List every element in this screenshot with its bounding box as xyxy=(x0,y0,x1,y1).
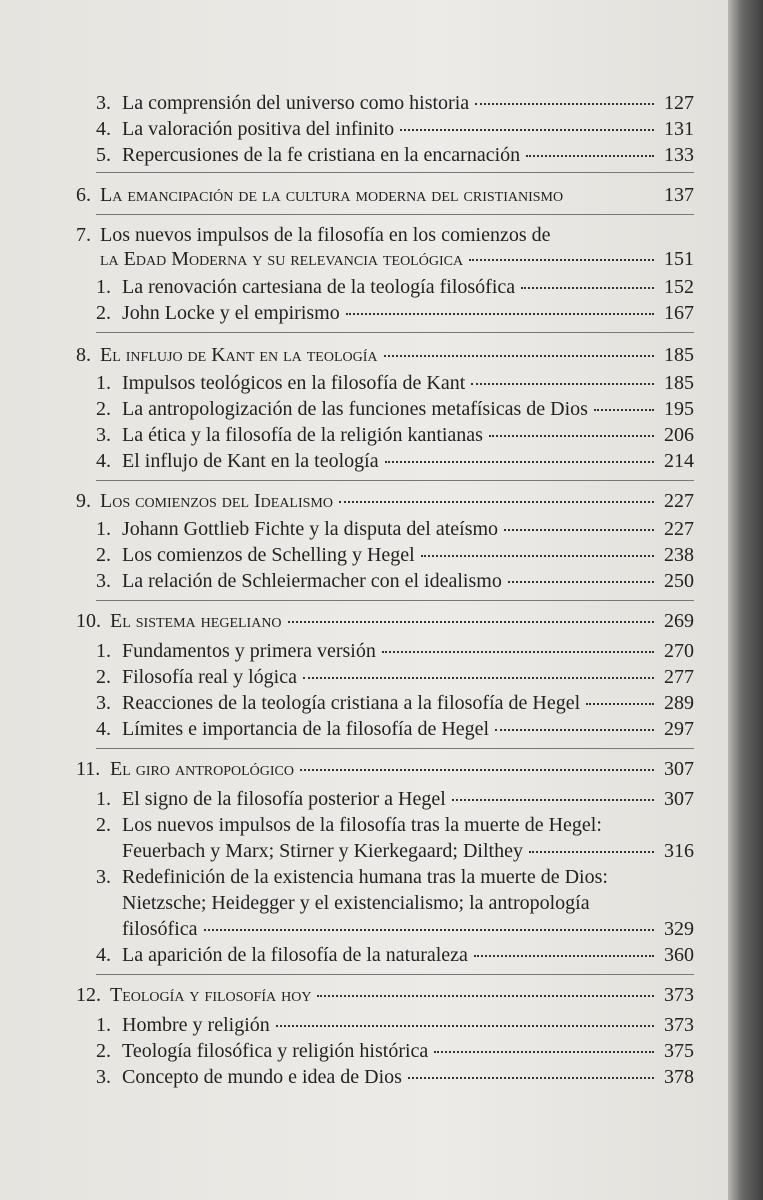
dot-leader xyxy=(303,677,654,679)
dot-leader xyxy=(434,1051,654,1053)
section-divider xyxy=(96,214,694,215)
dot-leader xyxy=(408,1077,654,1079)
dot-leader xyxy=(495,729,654,731)
dot-leader xyxy=(471,383,654,385)
section-divider xyxy=(96,748,694,749)
dot-leader xyxy=(474,955,654,957)
dot-leader xyxy=(346,313,654,315)
section-divider xyxy=(96,172,694,173)
toc-entry: 2. Teología filosófica y religión histórica 375 xyxy=(96,1040,694,1062)
dot-leader xyxy=(586,703,654,705)
toc-entry: 3. La comprensión del universo como historia 127 xyxy=(96,92,694,114)
toc-entry: Feuerbach y Marx; Stirner y Kierkegaard; Dilthey 316 xyxy=(122,840,694,862)
dot-leader xyxy=(489,435,654,437)
toc-chapter: 8. El influjo de Kant en la teología 185 xyxy=(76,344,694,366)
toc-entry: 3. Reacciones de la teología cristiana a la filosofía de Hegel 289 xyxy=(96,692,694,714)
toc-entry: 4. El influjo de Kant en la teología 214 xyxy=(96,450,694,472)
toc-chapter: 6. La emancipación de la cultura moderna del cristianismo 137 xyxy=(76,184,694,206)
toc-chapter: 12. Teología y filosofía hoy 373 xyxy=(76,984,694,1006)
toc-entry: 5. Repercusiones de la fe cristiana en la encarnación 133 xyxy=(96,144,694,166)
page-shadow-edge xyxy=(728,0,763,1200)
toc-entry: 1. Hombre y religión 373 xyxy=(96,1014,694,1036)
dot-leader xyxy=(504,529,654,531)
toc-entry: 4. La aparición de la filosofía de la naturaleza 360 xyxy=(96,944,694,966)
toc-chapter: la Edad Moderna y su relevancia teológica 151 xyxy=(100,248,694,270)
toc-entry: 3. La relación de Schleiermacher con el idealismo 250 xyxy=(96,570,694,592)
toc-entry: filosófica 329 xyxy=(122,918,694,940)
toc-entry: 4. La valoración positiva del infinito 131 xyxy=(96,118,694,140)
dot-leader xyxy=(300,769,654,771)
toc-entry-line: 3. Redefinición de la existencia humana tras la muerte de Dios: xyxy=(96,866,608,888)
dot-leader xyxy=(452,799,654,801)
dot-leader xyxy=(400,129,654,131)
toc-entry: 1. Fundamentos y primera versión 270 xyxy=(96,640,694,662)
toc-entry-line: Nietzsche; Heidegger y el existencialismo; la antropología xyxy=(122,892,590,914)
toc-chapter: 11. El giro antropológico 307 xyxy=(76,758,694,780)
dot-leader xyxy=(339,501,654,503)
dot-leader xyxy=(421,555,654,557)
toc-entry: 2. John Locke y el empirismo 167 xyxy=(96,302,694,324)
toc-entry-line: 2. Los nuevos impulsos de la filosofía tras la muerte de Hegel: xyxy=(96,814,602,836)
dot-leader xyxy=(526,155,654,157)
dot-leader xyxy=(385,461,654,463)
dot-leader xyxy=(317,995,654,997)
toc-entry: 2. Los comienzos de Schelling y Hegel 238 xyxy=(96,544,694,566)
section-divider xyxy=(96,600,694,601)
dot-leader xyxy=(469,259,654,261)
dot-leader xyxy=(521,287,654,289)
toc-entry: 2. Filosofía real y lógica 277 xyxy=(96,666,694,688)
toc-entry: 1. Impulsos teológicos en la filosofía de Kant 185 xyxy=(96,372,694,394)
toc-chapter: 9. Los comienzos del Idealismo 227 xyxy=(76,490,694,512)
dot-leader xyxy=(529,851,654,853)
toc-entry: 2. La antropologización de las funciones metafísicas de Dios 195 xyxy=(96,398,694,420)
toc-entry: 3. La ética y la filosofía de la religión kantianas 206 xyxy=(96,424,694,446)
dot-leader xyxy=(382,651,654,653)
dot-leader xyxy=(475,103,654,105)
section-divider xyxy=(96,974,694,975)
dot-leader xyxy=(594,409,654,411)
dot-leader xyxy=(204,929,654,931)
toc-chapter: 10. El sistema hegeliano 269 xyxy=(76,610,694,632)
section-divider xyxy=(96,480,694,481)
toc-entry: 3. Concepto de mundo e idea de Dios 378 xyxy=(96,1066,694,1088)
dot-leader xyxy=(288,621,654,623)
toc-chapter-line: 7. Los nuevos impulsos de la filosofía en los comienzos de xyxy=(76,224,551,246)
dot-leader xyxy=(276,1025,654,1027)
toc-entry: 1. La renovación cartesiana de la teología filosófica 152 xyxy=(96,276,694,298)
dot-leader xyxy=(508,581,654,583)
toc-entry: 1. El signo de la filosofía posterior a Hegel 307 xyxy=(96,788,694,810)
toc-entry: 4. Límites e importancia de la filosofía de Hegel 297 xyxy=(96,718,694,740)
section-divider xyxy=(96,332,694,333)
dot-leader xyxy=(384,355,654,357)
toc-entry: 1. Johann Gottlieb Fichte y la disputa del ateísmo 227 xyxy=(96,518,694,540)
